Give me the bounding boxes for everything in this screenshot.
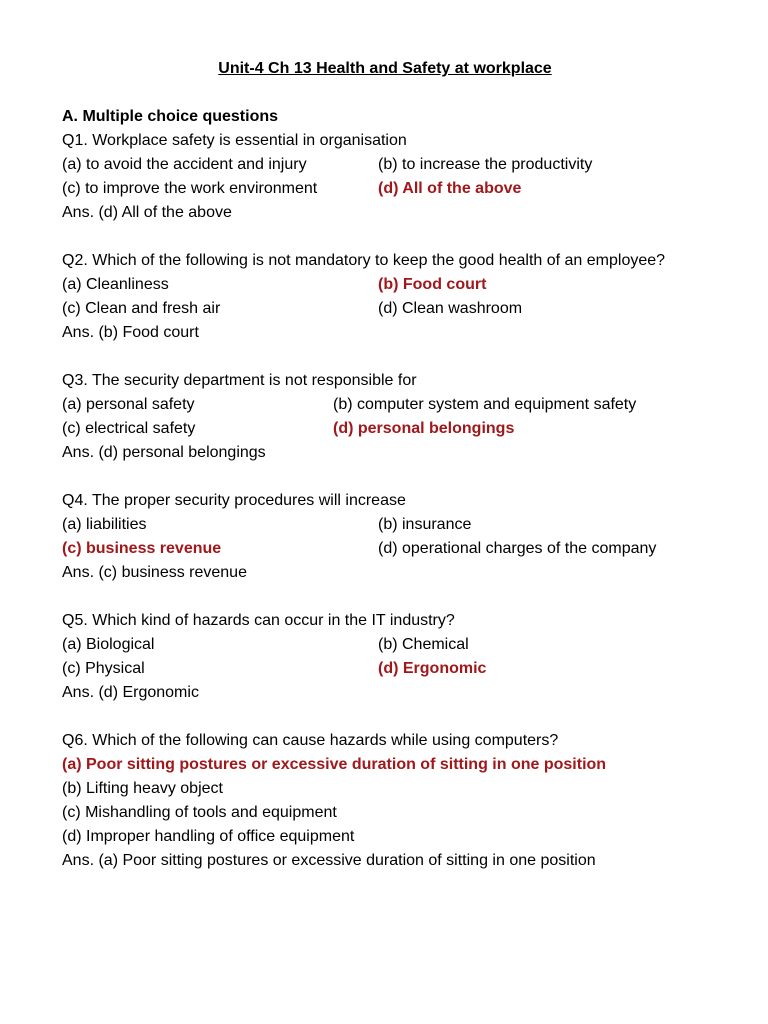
option-c-correct: (c) business revenue [62, 540, 222, 557]
option-a-correct: (a) Poor sitting postures or excessive duration of sitting in one position [62, 756, 607, 773]
option-row [62, 153, 708, 177]
question-5 [62, 609, 708, 705]
option-row [62, 513, 708, 537]
option-row [62, 633, 708, 657]
option-row [62, 393, 708, 417]
question-4 [62, 489, 708, 585]
question-1 [62, 129, 708, 225]
option-row [62, 177, 708, 201]
option-b: (b) to increase the productivity [378, 156, 593, 173]
question-text: Q1. Workplace safety is essential in organisation [62, 132, 407, 149]
option-a: (a) Cleanliness [62, 276, 169, 293]
answer-line: Ans. (d) Ergonomic [62, 684, 199, 701]
option-c: (c) Physical [62, 660, 145, 677]
question-3 [62, 369, 708, 465]
option-b: (b) computer system and equipment safety [333, 396, 637, 413]
option-row [62, 657, 708, 681]
option-d: (d) Clean washroom [378, 300, 523, 317]
question-2 [62, 249, 708, 345]
answer-line: Ans. (b) Food court [62, 324, 199, 341]
section-heading: A. Multiple choice questions [62, 108, 279, 125]
option-c: (c) Mishandling of tools and equipment [62, 804, 337, 821]
option-b: (b) insurance [378, 516, 472, 533]
option-c: (c) Clean and fresh air [62, 300, 221, 317]
document-title: Unit-4 Ch 13 Health and Safety at workplace [218, 60, 552, 77]
option-d: (d) Improper handling of office equipment [62, 828, 355, 845]
option-c: (c) to improve the work environment [62, 180, 318, 197]
question-text: Q6. Which of the following can cause hazards while using computers? [62, 732, 559, 749]
answer-line: Ans. (d) personal belongings [62, 444, 266, 461]
option-d-correct: (d) personal belongings [333, 420, 515, 437]
option-a: (a) personal safety [62, 396, 195, 413]
question-6 [62, 729, 708, 873]
option-a: (a) Biological [62, 636, 155, 653]
option-row [62, 273, 708, 297]
question-text: Q4. The proper security procedures will increase [62, 492, 406, 509]
option-row [62, 297, 708, 321]
option-d-correct: (d) All of the above [378, 180, 522, 197]
option-d-correct: (d) Ergonomic [378, 660, 487, 677]
option-b: (b) Lifting heavy object [62, 780, 223, 797]
question-text: Q5. Which kind of hazards can occur in the IT industry? [62, 612, 455, 629]
question-text: Q2. Which of the following is not mandatory to keep the good health of an employee? [62, 252, 666, 269]
option-d: (d) operational charges of the company [378, 540, 657, 557]
option-c: (c) electrical safety [62, 420, 196, 437]
option-row [62, 417, 708, 441]
option-b-correct: (b) Food court [378, 276, 487, 293]
option-a: (a) to avoid the accident and injury [62, 156, 307, 173]
option-row [62, 537, 708, 561]
answer-line: Ans. (d) All of the above [62, 204, 232, 221]
option-a: (a) liabilities [62, 516, 147, 533]
answer-line: Ans. (c) business revenue [62, 564, 247, 581]
question-text: Q3. The security department is not responsible for [62, 372, 417, 389]
option-b: (b) Chemical [378, 636, 469, 653]
answer-line: Ans. (a) Poor sitting postures or excessive duration of sitting in one position [62, 852, 596, 869]
